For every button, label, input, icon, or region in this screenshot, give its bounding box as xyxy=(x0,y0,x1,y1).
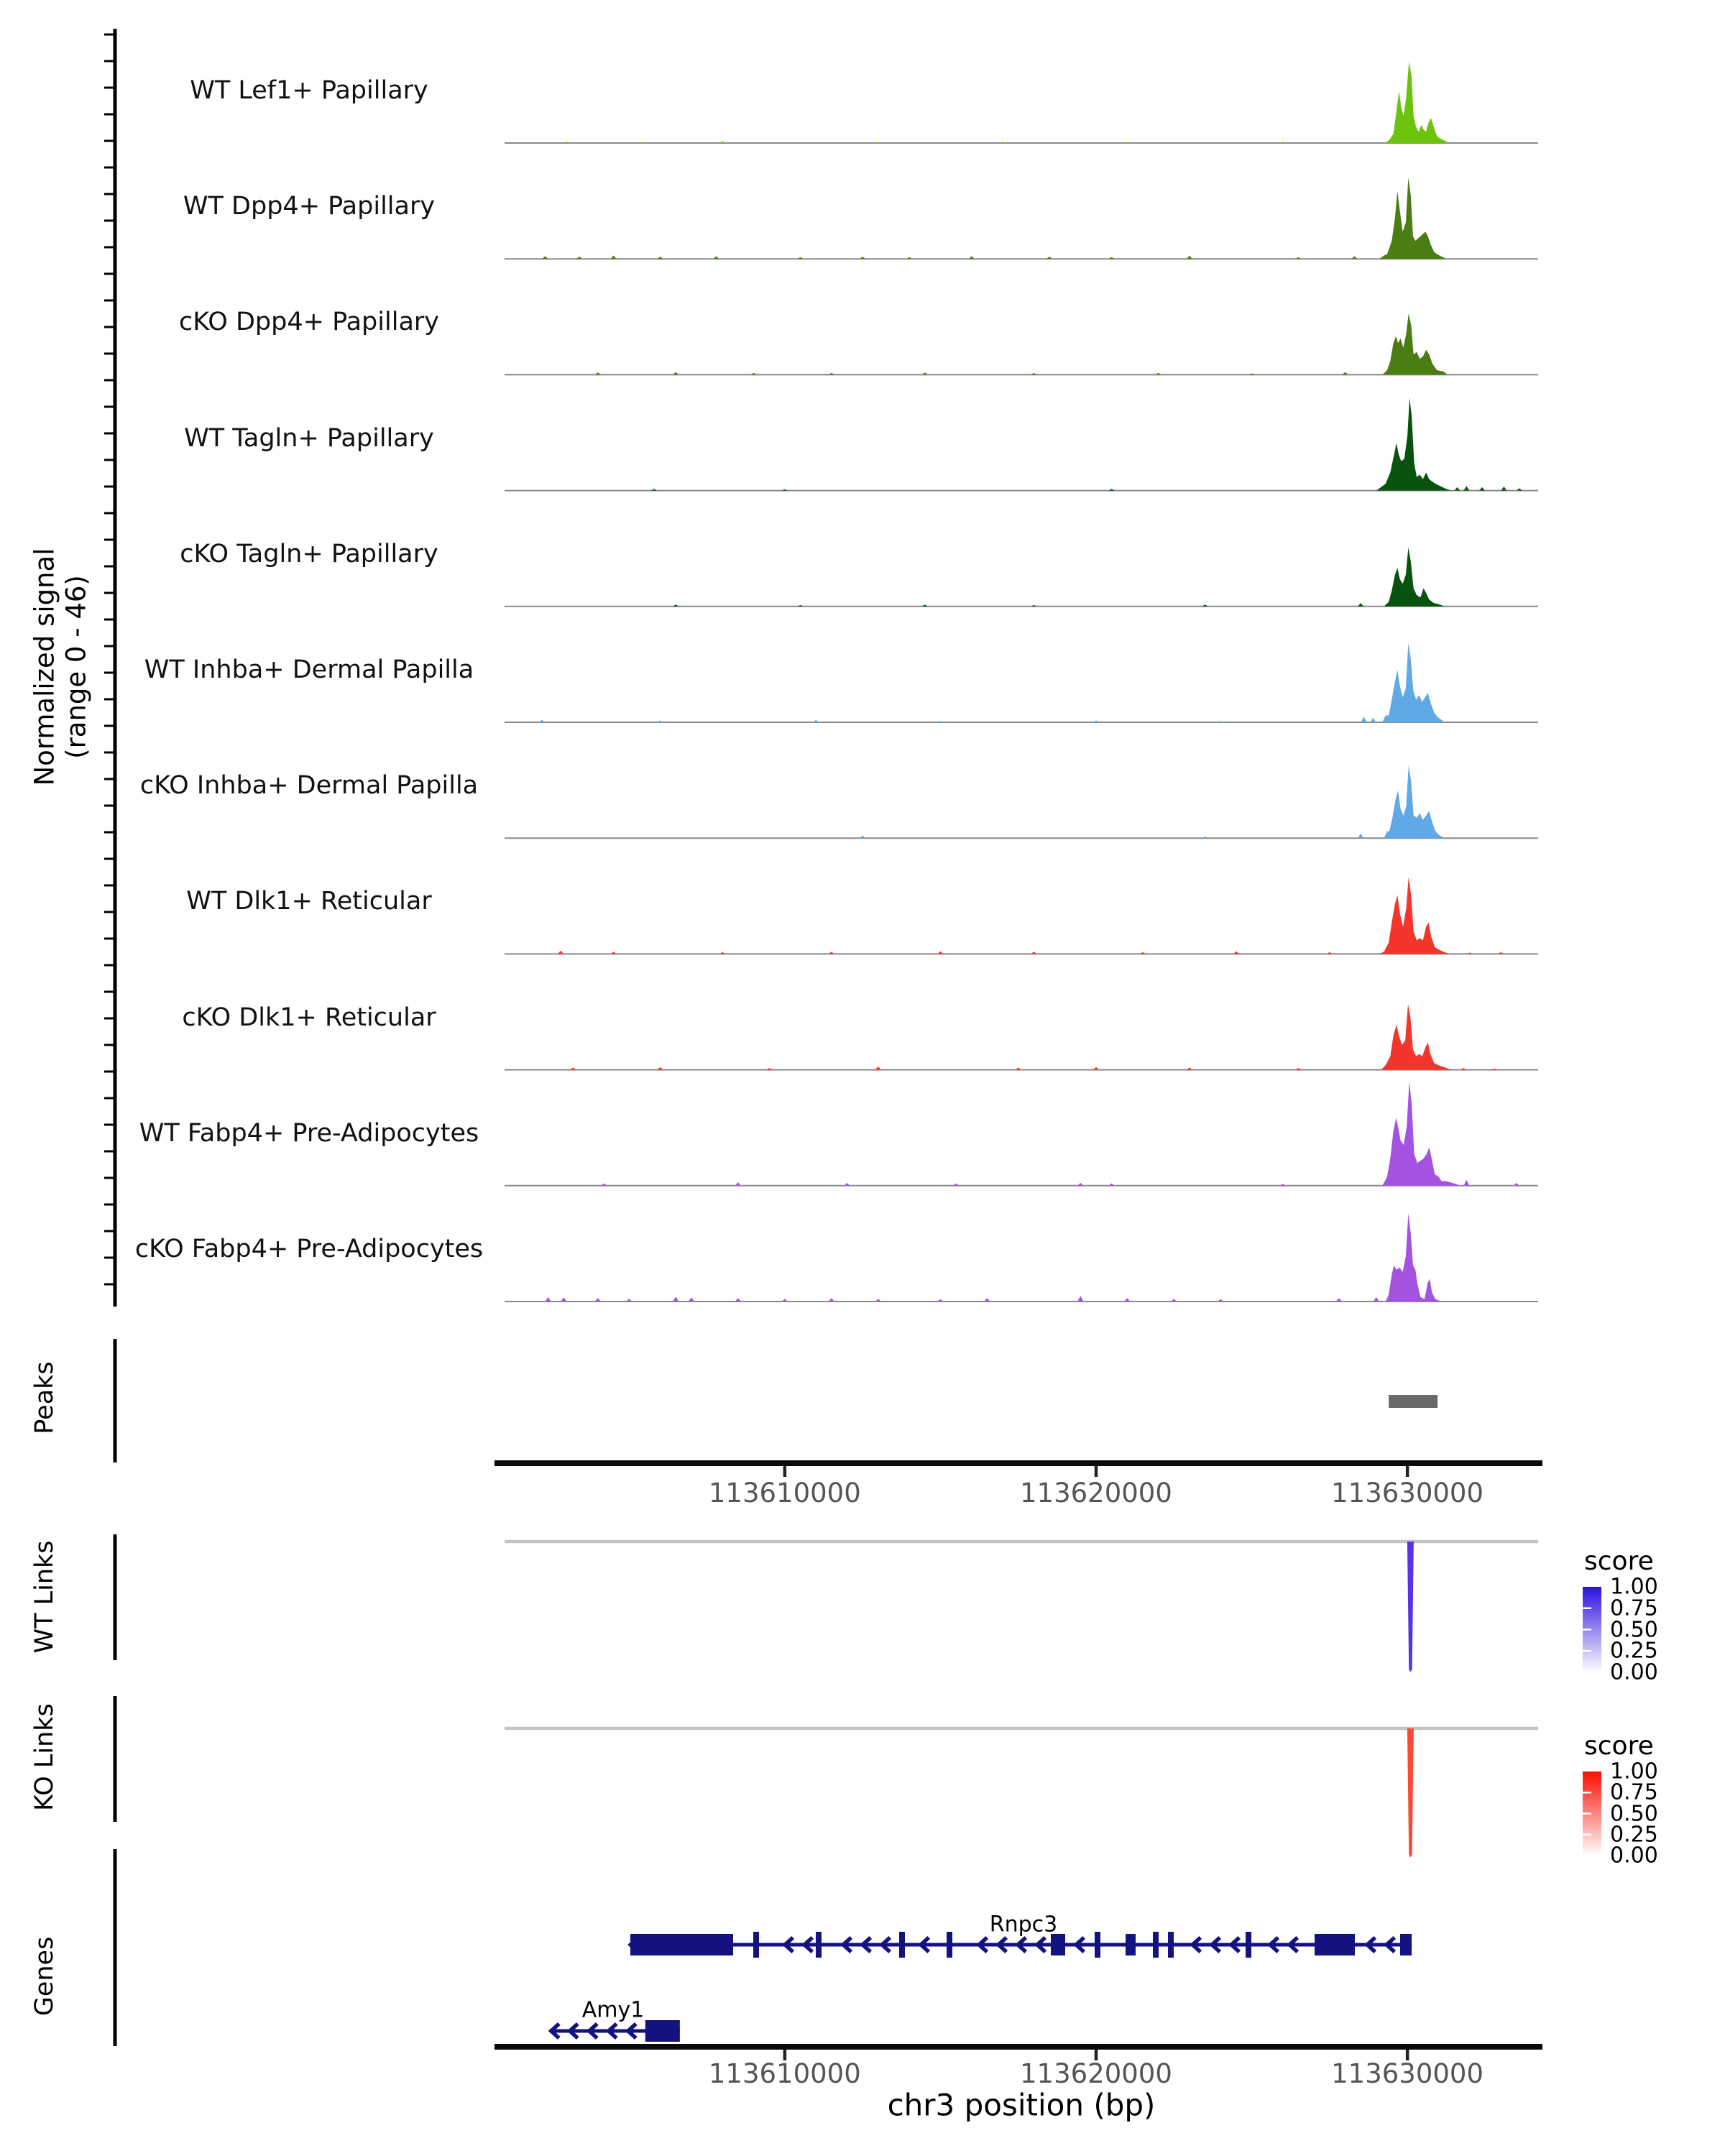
signal-noise-blip xyxy=(1514,1183,1519,1186)
wt-links-section-label: WT Links xyxy=(30,1540,59,1654)
signal-noise-blip xyxy=(860,257,865,259)
signal-noise-blip xyxy=(546,1297,551,1302)
gene-exon-box xyxy=(1400,1934,1412,1955)
signal-noise-blip xyxy=(595,1298,601,1302)
signal-noise-blip xyxy=(1187,1067,1192,1069)
gene-label-amy1: Amy1 xyxy=(581,1997,645,2023)
score-legend-tick-label: 0.25 xyxy=(1610,1638,1658,1664)
gene-model-amy1 xyxy=(550,2020,680,2042)
coverage-track xyxy=(505,643,1538,722)
genomic-axis-tick xyxy=(1095,1466,1098,1477)
coverage-track xyxy=(505,548,1538,607)
track-label-2: WT Dpp4+ Papillary xyxy=(183,192,436,221)
peak-region-bar xyxy=(1389,1395,1438,1408)
coverage-track xyxy=(505,178,1538,259)
signal-noise-blip xyxy=(658,721,663,723)
signal-noise-blip xyxy=(984,1298,990,1302)
signal-noise-blip xyxy=(1460,1068,1466,1070)
gene-exon-box xyxy=(1126,1934,1136,1955)
score-legend-tick-label: 1.00 xyxy=(1610,1759,1658,1784)
signal-noise-blip xyxy=(570,1067,576,1069)
signal-noise-blip xyxy=(751,373,757,375)
track-label-3: cKO Dpp4+ Papillary xyxy=(179,308,439,337)
score-legend-tick-label: 0.00 xyxy=(1610,1659,1658,1685)
signal-noise-blip xyxy=(1517,488,1522,490)
signal-noise-blip xyxy=(719,142,725,144)
signal-peak-area xyxy=(1384,548,1445,607)
coverage-track xyxy=(505,1082,1538,1186)
signal-noise-blip xyxy=(714,256,719,259)
signal-noise-blip xyxy=(875,1067,881,1070)
signal-noise-blip xyxy=(1463,1180,1469,1186)
signal-noise-blip xyxy=(602,1184,607,1186)
track-label-7: cKO Inhba+ Dermal Papilla xyxy=(139,771,479,801)
signal-noise-blip xyxy=(673,372,678,375)
coverage-track xyxy=(505,765,1538,838)
signal-noise-blip xyxy=(937,952,943,954)
gene-exon-tick xyxy=(1168,1932,1174,1958)
signal-noise-blip xyxy=(1093,721,1099,723)
signal-noise-blip xyxy=(829,373,834,375)
signal-noise-blip xyxy=(735,1182,741,1186)
signal-noise-blip xyxy=(1370,718,1376,722)
ko-links-section-label: KO Links xyxy=(30,1703,59,1811)
signal-noise-blip xyxy=(1218,1299,1223,1302)
ko-score-legend-title: score xyxy=(1584,1731,1654,1761)
coverage-track xyxy=(505,1213,1538,1302)
gene-label-rnpc3: Rnpc3 xyxy=(989,1912,1058,1938)
signal-noise-blip xyxy=(1336,1298,1342,1302)
track-label-5: cKO Tagln+ Papillary xyxy=(180,539,438,568)
signal-noise-blip xyxy=(539,720,545,722)
genomic-axis-line xyxy=(494,2044,1542,2050)
signal-noise-blip xyxy=(561,1297,566,1302)
signal-peak-area xyxy=(1381,1004,1450,1069)
signal-noise-blip xyxy=(860,835,865,838)
track-label-1: WT Lef1+ Papillary xyxy=(190,76,428,105)
signal-peak-area xyxy=(1386,1213,1442,1302)
signal-noise-blip xyxy=(1156,373,1162,375)
gene-exon-box xyxy=(1051,1934,1065,1955)
score-legend-tick-label: 1.00 xyxy=(1610,1574,1658,1600)
signal-noise-blip xyxy=(611,256,617,259)
signal-noise-blip xyxy=(735,1298,741,1302)
signal-noise-blip xyxy=(1479,487,1485,491)
gene-exon-box xyxy=(645,2020,680,2042)
track-label-6: WT Inhba+ Dermal Papilla xyxy=(144,655,474,684)
coverage-track xyxy=(505,313,1538,374)
signal-peak-area xyxy=(1379,178,1446,259)
genomic-axis-line xyxy=(494,1460,1542,1466)
peaks-section-label: Peaks xyxy=(30,1361,59,1434)
gene-exon-tick xyxy=(899,1932,905,1958)
signal-noise-blip xyxy=(1327,952,1333,954)
track-label-11: cKO Fabp4+ Pre-Adipocytes xyxy=(134,1235,484,1263)
signal-noise-blip xyxy=(673,604,678,607)
signal-noise-blip xyxy=(922,372,928,374)
signal-noise-blip xyxy=(953,1184,959,1186)
signal-noise-blip xyxy=(844,1183,850,1186)
signal-noise-blip xyxy=(1361,717,1366,722)
signal-noise-blip xyxy=(1109,1184,1115,1186)
signal-noise-blip xyxy=(1233,952,1239,954)
gene-exon-box xyxy=(630,1934,733,1955)
signal-noise-blip xyxy=(1109,489,1115,491)
gene-exon-tick xyxy=(816,1932,822,1958)
signal-noise-blip xyxy=(595,372,601,374)
coverage-track xyxy=(505,62,1538,144)
signal-noise-blip xyxy=(1358,603,1363,607)
signal-noise-blip xyxy=(937,1299,943,1302)
signal-noise-blip xyxy=(813,720,819,722)
signal-noise-blip xyxy=(1352,256,1358,259)
score-legend-tick-label: 0.75 xyxy=(1610,1595,1658,1621)
signal-peak-area xyxy=(1384,62,1450,144)
signal-noise-blip xyxy=(673,1296,678,1302)
signal-noise-blip xyxy=(1031,373,1036,375)
gene-exon-tick xyxy=(753,1932,759,1958)
x-axis-label: chr3 position (bp) xyxy=(887,2087,1156,2123)
genomic-axis-tick-label: 113620000 xyxy=(1020,2058,1172,2089)
score-legend-tick-label: 0.00 xyxy=(1610,1843,1658,1869)
signal-noise-blip xyxy=(1202,604,1208,607)
genomic-axis-tick-label: 113610000 xyxy=(708,2058,861,2089)
signal-noise-blip xyxy=(1374,1297,1379,1302)
signal-noise-blip xyxy=(829,1298,834,1302)
gene-exon-tick xyxy=(1246,1932,1251,1958)
signal-noise-blip xyxy=(922,604,928,607)
genomic-axis-tick-label: 113610000 xyxy=(708,1478,861,1508)
signal-noise-blip xyxy=(1358,834,1363,838)
signal-noise-blip xyxy=(782,1299,788,1302)
coverage-track xyxy=(505,877,1538,954)
score-legend-tick-label: 0.25 xyxy=(1610,1822,1658,1848)
signal-noise-blip xyxy=(875,1299,881,1302)
signal-noise-blip xyxy=(798,257,804,259)
signal-peak-area xyxy=(1384,765,1445,838)
coverage-track xyxy=(505,397,1538,490)
score-legend-tick-label: 0.75 xyxy=(1610,1779,1658,1805)
y-axis-label-line1: Normalized signal xyxy=(29,548,60,786)
signal-noise-blip xyxy=(1296,257,1302,259)
signal-noise-blip xyxy=(766,1068,772,1070)
signal-noise-blip xyxy=(1109,257,1115,259)
genomic-axis-tick-label: 113630000 xyxy=(1331,2058,1484,2089)
signal-noise-blip xyxy=(1501,487,1506,491)
genomic-axis-tick xyxy=(783,1466,787,1477)
wt-score-legend-title: score xyxy=(1584,1547,1654,1576)
link-score-line xyxy=(1407,1728,1414,1857)
signal-noise-blip xyxy=(1280,1184,1286,1186)
signal-noise-blip xyxy=(611,952,617,954)
signal-noise-blip xyxy=(1077,1183,1083,1186)
signal-noise-blip xyxy=(1093,1067,1099,1070)
gene-exon-tick xyxy=(1153,1932,1159,1958)
signal-noise-blip xyxy=(1454,487,1460,491)
signal-noise-blip xyxy=(969,256,975,259)
signal-noise-blip xyxy=(1171,1299,1177,1302)
link-score-line xyxy=(1407,1542,1414,1672)
gene-exon-tick xyxy=(947,1932,952,1958)
coverage-track xyxy=(505,1004,1538,1069)
track-label-8: WT Dlk1+ Reticular xyxy=(186,887,432,916)
gene-exon-box xyxy=(1315,1934,1355,1955)
signal-noise-blip xyxy=(1463,486,1469,490)
genomic-axis-tick xyxy=(1406,1466,1409,1477)
signal-noise-blip xyxy=(1016,1067,1021,1069)
signal-peak-area xyxy=(1379,877,1450,954)
genomic-axis-tick-label: 113630000 xyxy=(1331,1478,1484,1508)
signal-noise-blip xyxy=(719,952,725,954)
signal-noise-blip xyxy=(1202,837,1208,839)
signal-noise-blip xyxy=(689,1297,694,1302)
signal-noise-blip xyxy=(658,257,663,259)
signal-noise-blip xyxy=(1140,952,1146,954)
signal-noise-blip xyxy=(829,952,834,954)
genomic-axis-tick-label: 113620000 xyxy=(1020,1478,1172,1508)
track-label-9: cKO Dlk1+ Reticular xyxy=(182,1003,436,1032)
signal-noise-blip xyxy=(1124,1298,1130,1302)
signal-noise-blip xyxy=(1046,257,1052,259)
signal-peak-area xyxy=(1382,643,1445,722)
signal-noise-blip xyxy=(1077,1296,1083,1302)
signal-noise-blip xyxy=(906,257,912,259)
y-axis-label-line2: (range 0 - 46) xyxy=(60,575,91,759)
signal-noise-blip xyxy=(1498,952,1504,954)
signal-noise-blip xyxy=(1031,952,1036,954)
genes-section-label: Genes xyxy=(30,1936,59,2017)
signal-noise-blip xyxy=(1296,1068,1302,1070)
y-axis-label xyxy=(29,548,91,786)
signal-noise-blip xyxy=(558,951,564,954)
track-label-4: WT Tagln+ Papillary xyxy=(184,423,434,453)
signal-noise-blip xyxy=(542,256,548,259)
signal-noise-blip xyxy=(1343,372,1348,375)
signal-peak-area xyxy=(1382,313,1448,374)
signal-noise-blip xyxy=(658,1067,663,1070)
signal-noise-blip xyxy=(1187,256,1192,259)
score-legend-tick-label: 0.50 xyxy=(1610,1617,1658,1642)
signal-noise-blip xyxy=(651,489,657,491)
gene-exon-tick xyxy=(1095,1932,1100,1958)
signal-peak-area xyxy=(1382,1082,1460,1186)
track-label-10: WT Fabp4+ Pre-Adipocytes xyxy=(139,1118,479,1148)
signal-peak-area xyxy=(1376,397,1451,490)
signal-noise-blip xyxy=(576,257,582,259)
score-legend-tick-label: 0.50 xyxy=(1610,1801,1658,1826)
signal-noise-blip xyxy=(626,1299,632,1302)
